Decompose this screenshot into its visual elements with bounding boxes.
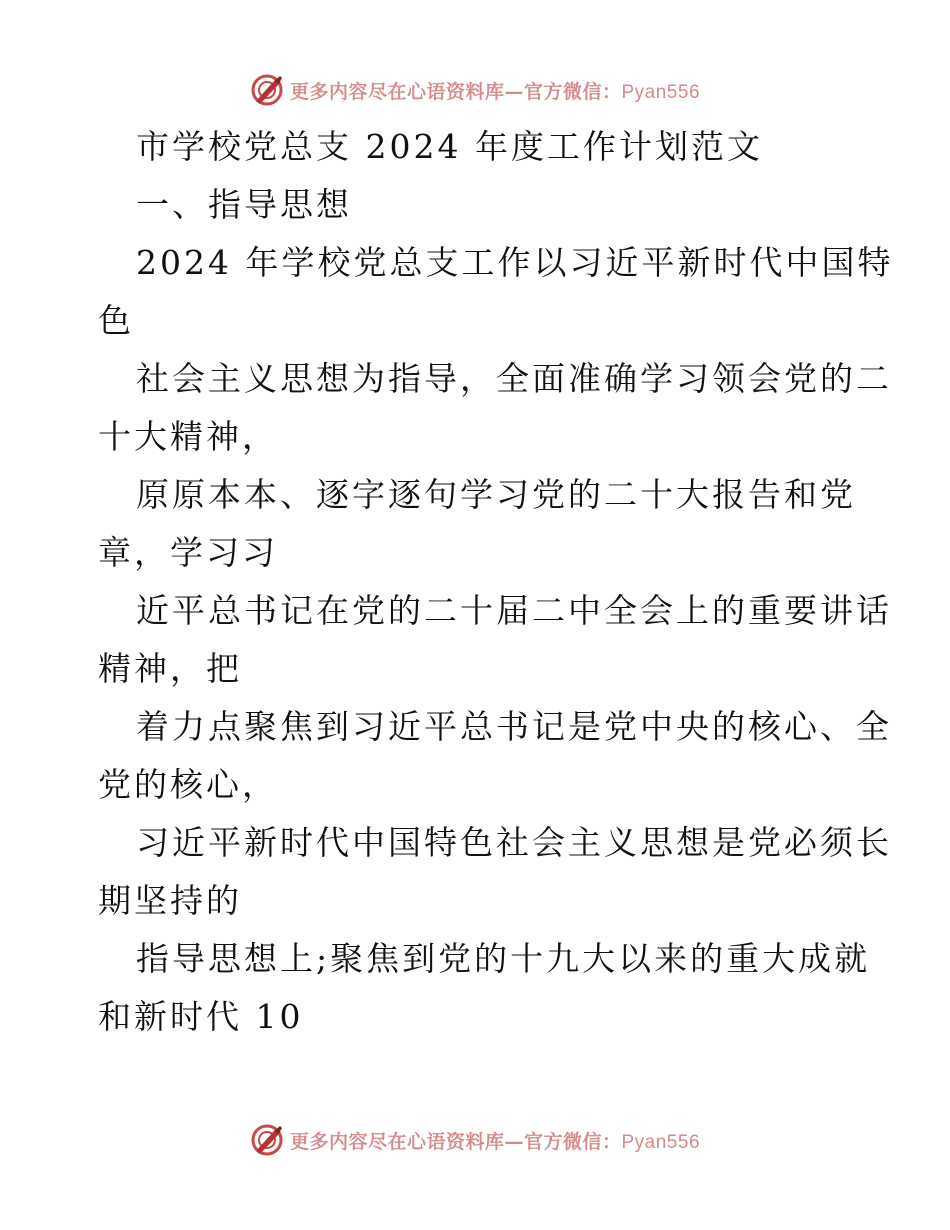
watermark-text: 更多内容尽在心语资料库—官方微信：Pyan556	[289, 1130, 701, 1153]
paragraph-line: 期坚持的	[98, 881, 242, 920]
paragraph-line: 社会主义思想为指导，全面准确学习领会党的二	[136, 359, 892, 398]
watermark-handle: Pyan556	[621, 81, 701, 103]
paragraph-line: 章，学习习	[98, 533, 278, 572]
paragraph-line: 和新时代 10	[98, 997, 304, 1036]
watermark-handle: Pyan556	[621, 1131, 701, 1153]
paragraph-line: 党的核心，	[98, 765, 278, 804]
document-title: 市学校党总支 2024 年度工作计划范文	[136, 127, 763, 166]
header-watermark	[0, 70, 950, 110]
watermark-text: 更多内容尽在心语资料库—官方微信：Pyan556	[289, 80, 701, 103]
paragraph-line: 近平总书记在党的二十届二中全会上的重要讲话	[136, 591, 892, 630]
paragraph-line: 色	[98, 301, 134, 340]
paragraph-line: 习近平新时代中国特色社会主义思想是党必须长	[136, 823, 892, 862]
pen-logo-icon	[250, 73, 284, 107]
paragraph-line: 2024 年学校党总支工作以习近平新时代中国特	[136, 243, 894, 282]
paragraph-line: 着力点聚焦到习近平总书记是党中央的核心、全	[136, 707, 892, 746]
pen-logo-icon	[250, 1123, 284, 1157]
document-body	[98, 118, 894, 1046]
paragraph-line: 指导思想上;聚焦到党的十九大以来的重大成就	[136, 939, 871, 978]
footer-watermark	[0, 1120, 950, 1160]
paragraph-line: 原原本本、逐字逐句学习党的二十大报告和党	[136, 475, 856, 514]
paragraph-line: 精神，把	[98, 649, 242, 688]
section-heading: 一、指导思想	[136, 185, 352, 224]
paragraph-line: 十大精神，	[98, 417, 278, 456]
